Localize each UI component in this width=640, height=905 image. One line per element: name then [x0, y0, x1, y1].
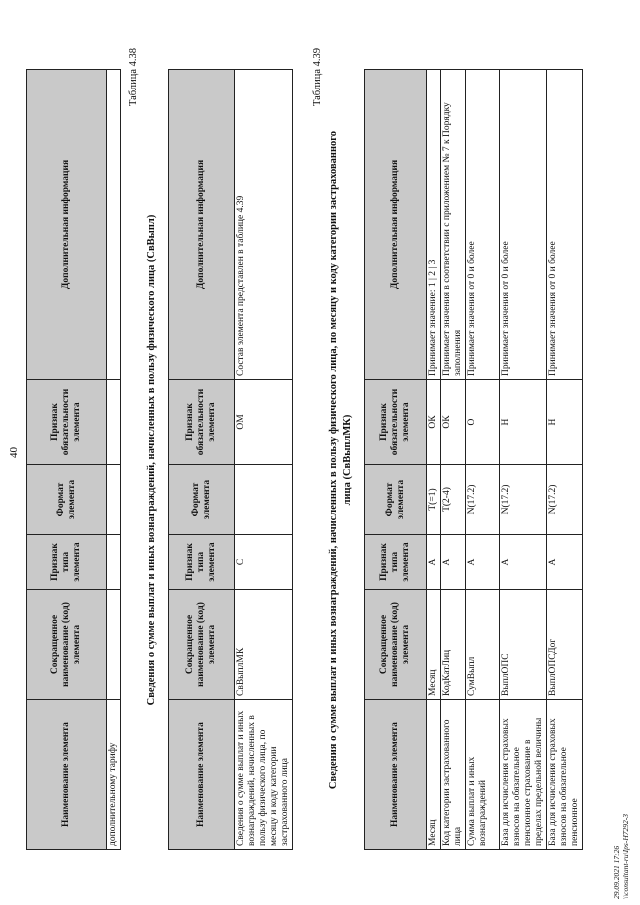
header-required: Признак обязательности элемента	[27, 380, 107, 465]
cell-short: КодКатЛиц	[441, 590, 466, 700]
header-info: Дополнительная информация	[365, 70, 427, 380]
table-4-38-label: Таблица 4.38	[128, 48, 139, 107]
cell-type: А	[441, 535, 466, 590]
cell-short: СвВыплМК	[235, 590, 293, 700]
header-name: Наименование элемента	[365, 700, 427, 850]
top-table	[26, 69, 121, 850]
cell-type	[107, 535, 121, 590]
cell-format	[107, 465, 121, 535]
header-format: Формат элемента	[27, 465, 107, 535]
cell-format: N(17.2)	[500, 465, 547, 535]
table-4-39-caption-line1: Сведения о сумме выплат и иных вознаграждений, начисленных в пользу физического лица, по месяцу и коду категории застрахованного	[328, 130, 339, 790]
header-short-name: Сокращенное наименование (код) элемента	[365, 590, 427, 700]
table-4-38-header-row	[169, 70, 235, 850]
table-row	[441, 70, 466, 850]
top-table-header-row	[27, 70, 107, 850]
table-4-39-caption-line2: лица (СвВыплМК)	[342, 414, 353, 506]
cell-short: Месяц	[427, 590, 441, 700]
table-row	[500, 70, 547, 850]
cell-required: ОК	[441, 380, 466, 465]
header-type: Признак типа элемента	[169, 535, 235, 590]
cell-info: Принимает значение: 1 | 2 | 3	[427, 70, 441, 380]
cell-required: Н	[547, 380, 583, 465]
cell-required	[107, 380, 121, 465]
cell-info: Принимает значения в соответствии с приложением № 7 к Порядку заполнения	[441, 70, 466, 380]
cell-format: N(17.2)	[466, 465, 500, 535]
header-type: Признак типа элемента	[27, 535, 107, 590]
cell-type: А	[500, 535, 547, 590]
footer-stamp	[612, 814, 630, 899]
cell-required: ОМ	[235, 380, 293, 465]
cell-format: T(2-4)	[441, 465, 466, 535]
table-row	[427, 70, 441, 850]
cell-name: дополнительному тарифу	[107, 700, 121, 850]
cell-short: ВыплОПС	[500, 590, 547, 700]
header-type: Признак типа элемента	[365, 535, 427, 590]
cell-format	[235, 465, 293, 535]
cell-info: Принимает значения от 0 и более	[547, 70, 583, 380]
table-row	[107, 70, 121, 850]
cell-info: Состав элемента представлен в таблице 4.39	[235, 70, 293, 380]
header-short-name: Сокращенное наименование (код) элемента	[169, 590, 235, 700]
footer-timestamp: 29.09.2021 17:26	[612, 845, 621, 899]
cell-type: А	[427, 535, 441, 590]
header-short-name: Сокращенное наименование (код) элемента	[27, 590, 107, 700]
page-number: 40	[8, 447, 20, 458]
cell-name: Сумма выплат и иных вознаграждений	[466, 700, 500, 850]
header-required: Признак обязательности элемента	[365, 380, 427, 465]
table-4-39-label: Таблица 4.39	[312, 48, 323, 107]
cell-short	[107, 590, 121, 700]
cell-type: С	[235, 535, 293, 590]
cell-name: База для исчисления страховых взносов на обязательное пенсионное страхование в пределах предельной величины	[500, 700, 547, 850]
table-4-39	[364, 69, 583, 850]
table-row	[547, 70, 583, 850]
table-4-38	[168, 69, 293, 850]
table-4-39-header-row	[365, 70, 427, 850]
cell-type: А	[547, 535, 583, 590]
cell-short: СумВыпл	[466, 590, 500, 700]
cell-required: О	[466, 380, 500, 465]
cell-format: N(17.2)	[547, 465, 583, 535]
cell-name: Сведения о сумме выплат и иных вознаграждений, начисленных в пользу физического лица, по месяцу и коду категории застрахованного лица	[235, 700, 293, 850]
cell-info: Принимает значения от 0 и более	[500, 70, 547, 380]
cell-format: T(=1)	[427, 465, 441, 535]
cell-required: Н	[500, 380, 547, 465]
cell-name: Месяц	[427, 700, 441, 850]
header-required: Признак обязательности элемента	[169, 380, 235, 465]
header-format: Формат элемента	[365, 465, 427, 535]
cell-short: ВыплОПСДог	[547, 590, 583, 700]
cell-info	[107, 70, 121, 380]
footer-path: \\consultant-ru\Ips-H7292-3	[621, 814, 630, 899]
cell-info: Принимает значения от 0 и более	[466, 70, 500, 380]
cell-required: ОК	[427, 380, 441, 465]
table-4-38-caption: Сведения о сумме выплат и иных вознаграждений, начисленных в пользу физического лица (СвВыпл)	[146, 214, 157, 706]
cell-type: А	[466, 535, 500, 590]
header-info: Дополнительная информация	[27, 70, 107, 380]
header-format: Формат элемента	[169, 465, 235, 535]
table-row	[235, 70, 293, 850]
cell-name: Код категории застрахованного лица	[441, 700, 466, 850]
cell-name: База для исчисления страховых взносов на обязательное пенсионное	[547, 700, 583, 850]
header-name: Наименование элемента	[27, 700, 107, 850]
table-row	[466, 70, 500, 850]
header-name: Наименование элемента	[169, 700, 235, 850]
header-info: Дополнительная информация	[169, 70, 235, 380]
